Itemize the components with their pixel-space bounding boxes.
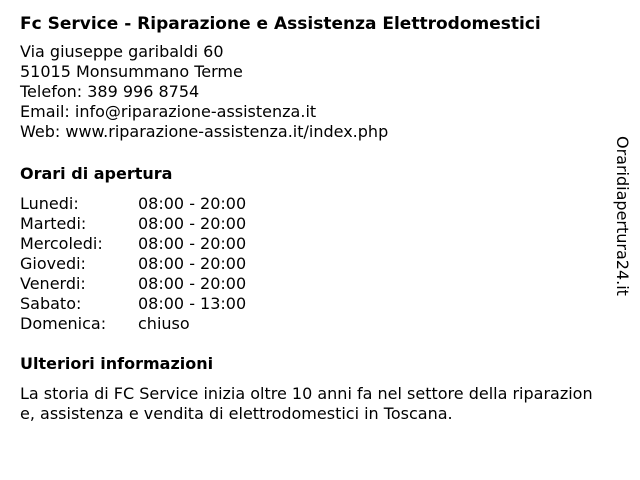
hours-row	[20, 214, 600, 234]
hours-row	[20, 234, 600, 254]
hours-row	[20, 314, 600, 334]
hours-time: 08:00 - 20:00	[138, 214, 247, 233]
business-card	[20, 14, 600, 424]
hours-day: Domenica:	[20, 314, 107, 333]
hours-time: 08:00 - 20:00	[138, 254, 247, 273]
contact-block	[20, 42, 600, 142]
web-line: Web: www.riparazione-assistenza.it/index.php	[20, 122, 389, 141]
hours-time: 08:00 - 20:00	[138, 274, 247, 293]
hours-day: Giovedi:	[20, 254, 86, 273]
phone-line: Telefon: 389 996 8754	[20, 82, 200, 101]
hours-row	[20, 194, 600, 214]
hours-row	[20, 294, 600, 314]
hours-day: Venerdi:	[20, 274, 86, 293]
hours-time: 08:00 - 13:00	[138, 294, 247, 313]
hours-time: 08:00 - 20:00	[138, 194, 247, 213]
address-street: Via giuseppe garibaldi 60	[20, 42, 224, 61]
hours-heading: Orari di apertura	[20, 164, 173, 183]
hours-table	[20, 194, 600, 334]
hours-day: Lunedi:	[20, 194, 79, 213]
hours-row	[20, 254, 600, 274]
hours-day: Martedi:	[20, 214, 87, 233]
hours-row	[20, 274, 600, 294]
more-info-heading: Ulteriori informazioni	[20, 354, 214, 373]
business-name: Fc Service - Riparazione e Assistenza Elettrodomestici	[20, 14, 541, 34]
more-info-text: La storia di FC Service inizia oltre 10 anni fa nel settore della riparazione, assistenza e vendita di elettrodomestici in Toscana.	[20, 384, 593, 423]
email-line: Email: info@riparazione-assistenza.it	[20, 102, 317, 121]
hours-time: 08:00 - 20:00	[138, 234, 247, 253]
site-watermark: Oraridiapertura24.it	[613, 136, 632, 296]
hours-day: Mercoledi:	[20, 234, 103, 253]
hours-day: Sabato:	[20, 294, 82, 313]
hours-time: chiuso	[138, 314, 190, 333]
address-city: 51015 Monsummano Terme	[20, 62, 243, 81]
